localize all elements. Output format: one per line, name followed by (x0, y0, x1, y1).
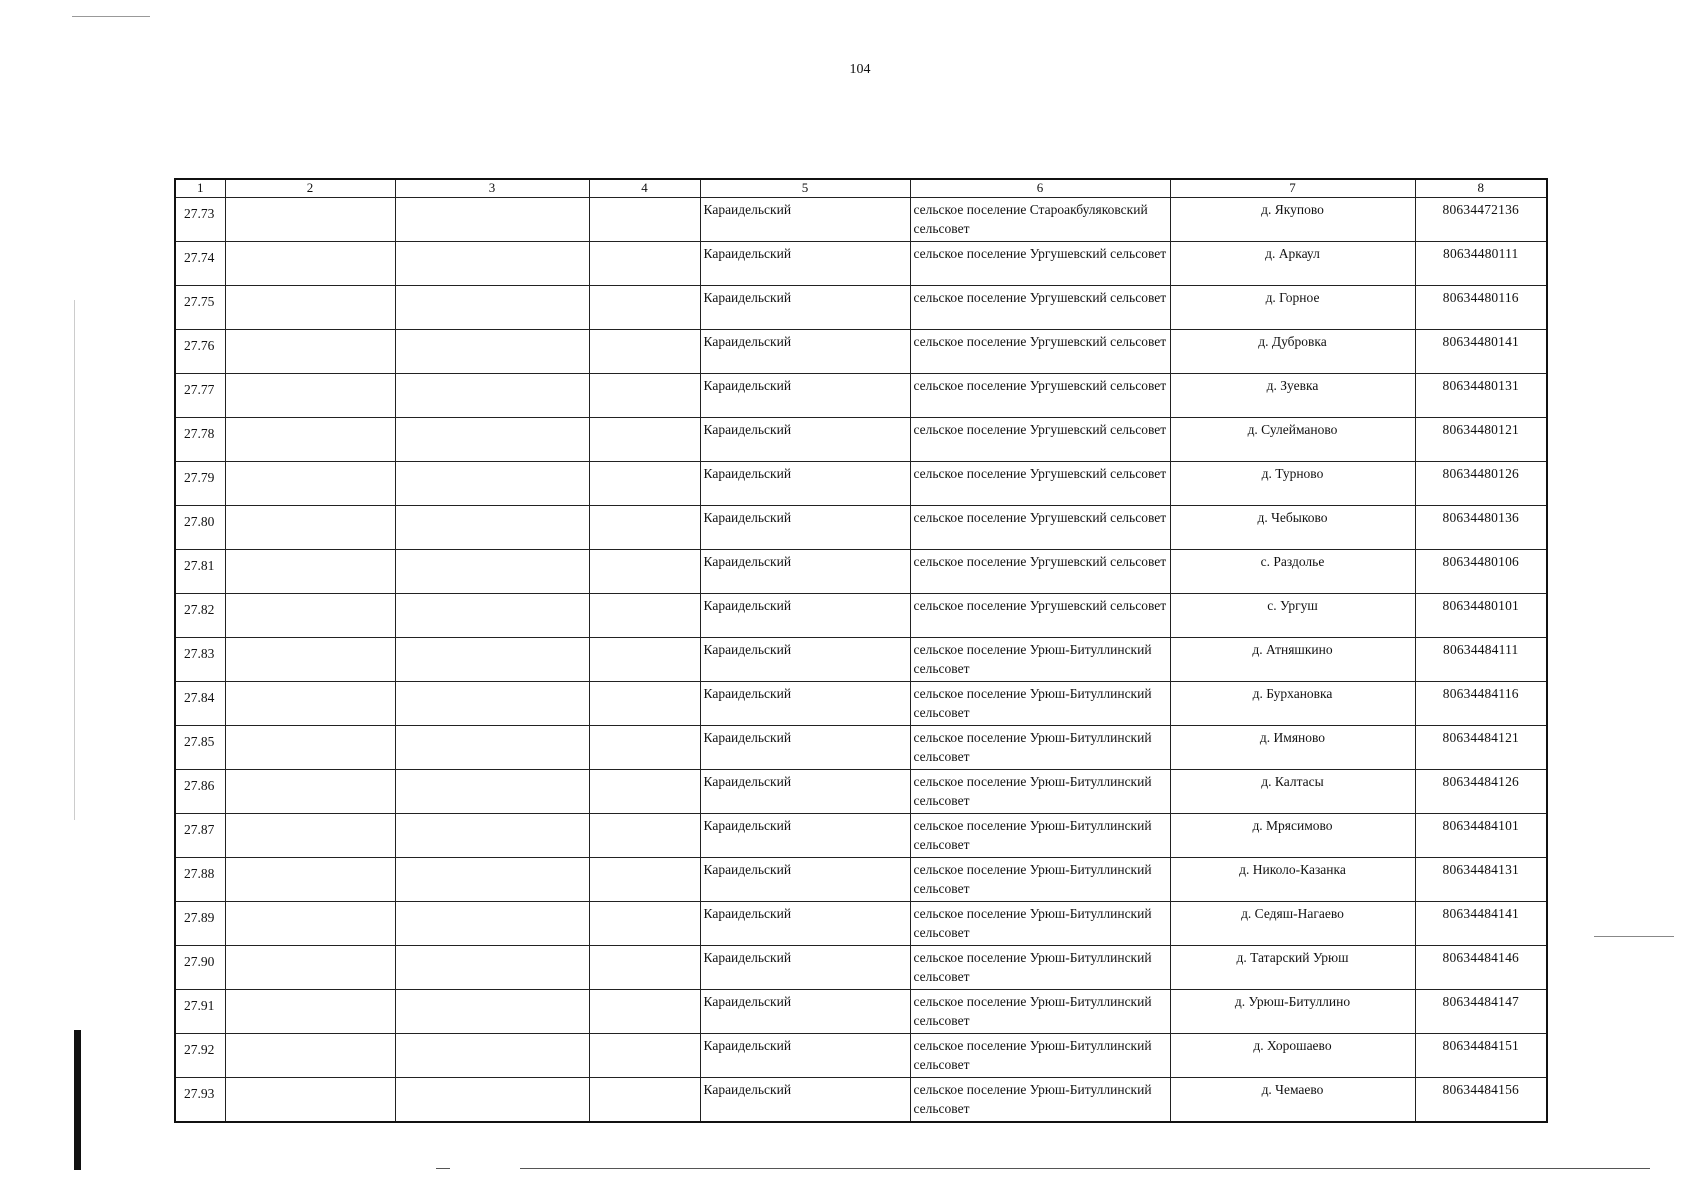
district-cell: Караидельский (700, 462, 910, 506)
column-4-cell (589, 990, 700, 1034)
table-header-row (175, 179, 1547, 198)
column-4-cell (589, 1034, 700, 1078)
settlement-cell: с. Раздолье (1170, 550, 1415, 594)
oktmo-code-cell: 80634480126 (1415, 462, 1547, 506)
table-row (175, 1078, 1547, 1123)
column-3-cell (395, 550, 589, 594)
municipality-cell: сельское поселение Ургушевский сельсовет (910, 330, 1170, 374)
column-3-cell (395, 990, 589, 1034)
district-cell: Караидельский (700, 550, 910, 594)
row-number-cell: 27.88 (175, 858, 225, 902)
table-row (175, 418, 1547, 462)
column-3-cell (395, 902, 589, 946)
municipality-cell: сельское поселение Урюш-Битуллинский сельсовет (910, 1034, 1170, 1078)
municipality-cell: сельское поселение Урюш-Битуллинский сельсовет (910, 858, 1170, 902)
oktmo-code-cell: 80634480106 (1415, 550, 1547, 594)
oktmo-code-cell: 80634484147 (1415, 990, 1547, 1034)
column-2-cell (225, 242, 395, 286)
municipality-cell: сельское поселение Урюш-Битуллинский сельсовет (910, 682, 1170, 726)
settlement-cell: д. Имяново (1170, 726, 1415, 770)
table-row (175, 902, 1547, 946)
district-cell: Караидельский (700, 946, 910, 990)
table-row (175, 594, 1547, 638)
column-4-cell (589, 902, 700, 946)
district-cell: Караидельский (700, 814, 910, 858)
column-header: 6 (910, 179, 1170, 198)
row-number-cell: 27.81 (175, 550, 225, 594)
row-number-cell: 27.87 (175, 814, 225, 858)
oktmo-code-cell: 80634480101 (1415, 594, 1547, 638)
table-row (175, 726, 1547, 770)
settlement-cell: д. Калтасы (1170, 770, 1415, 814)
district-cell: Караидельский (700, 990, 910, 1034)
settlement-cell: д. Чебыково (1170, 506, 1415, 550)
settlement-cell: с. Ургуш (1170, 594, 1415, 638)
column-4-cell (589, 242, 700, 286)
column-3-cell (395, 726, 589, 770)
column-2-cell (225, 462, 395, 506)
district-cell: Караидельский (700, 286, 910, 330)
column-4-cell (589, 198, 700, 242)
settlement-cell: д. Хорошаево (1170, 1034, 1415, 1078)
column-2-cell (225, 902, 395, 946)
column-4-cell (589, 726, 700, 770)
column-3-cell (395, 1078, 589, 1123)
column-4-cell (589, 374, 700, 418)
municipality-cell: сельское поселение Ургушевский сельсовет (910, 374, 1170, 418)
row-number-cell: 27.73 (175, 198, 225, 242)
scan-artifact-left-line (74, 300, 75, 820)
column-4-cell (589, 462, 700, 506)
column-2-cell (225, 682, 395, 726)
table-row (175, 198, 1547, 242)
column-2-cell (225, 814, 395, 858)
column-3-cell (395, 374, 589, 418)
column-4-cell (589, 638, 700, 682)
column-2-cell (225, 506, 395, 550)
column-3-cell (395, 286, 589, 330)
table-row (175, 506, 1547, 550)
table-row (175, 814, 1547, 858)
scan-artifact-bottom-line (520, 1168, 1650, 1169)
row-number-cell: 27.85 (175, 726, 225, 770)
table-row (175, 242, 1547, 286)
column-header: 1 (175, 179, 225, 198)
row-number-cell: 27.77 (175, 374, 225, 418)
row-number-cell: 27.91 (175, 990, 225, 1034)
oktmo-code-cell: 80634484126 (1415, 770, 1547, 814)
table-row (175, 1034, 1547, 1078)
row-number-cell: 27.79 (175, 462, 225, 506)
column-2-cell (225, 1078, 395, 1123)
municipality-cell: сельское поселение Ургушевский сельсовет (910, 594, 1170, 638)
row-number-cell: 27.82 (175, 594, 225, 638)
column-3-cell (395, 814, 589, 858)
column-3-cell (395, 1034, 589, 1078)
oktmo-code-cell: 80634480136 (1415, 506, 1547, 550)
row-number-cell: 27.86 (175, 770, 225, 814)
column-4-cell (589, 286, 700, 330)
municipality-cell: сельское поселение Урюш-Битуллинский сельсовет (910, 638, 1170, 682)
settlement-cell: д. Аркаул (1170, 242, 1415, 286)
municipality-cell: сельское поселение Ургушевский сельсовет (910, 286, 1170, 330)
district-cell: Караидельский (700, 902, 910, 946)
column-4-cell (589, 330, 700, 374)
settlement-cell: д. Атняшкино (1170, 638, 1415, 682)
table-row (175, 990, 1547, 1034)
table-row (175, 286, 1547, 330)
column-header: 2 (225, 179, 395, 198)
column-3-cell (395, 330, 589, 374)
municipality-cell: сельское поселение Урюш-Битуллинский сельсовет (910, 946, 1170, 990)
settlement-cell: д. Урюш-Битуллино (1170, 990, 1415, 1034)
column-4-cell (589, 418, 700, 462)
column-3-cell (395, 506, 589, 550)
table-row (175, 946, 1547, 990)
table-row (175, 858, 1547, 902)
register-table (174, 178, 1548, 1123)
table-row (175, 638, 1547, 682)
column-header: 7 (1170, 179, 1415, 198)
column-3-cell (395, 770, 589, 814)
column-3-cell (395, 638, 589, 682)
column-2-cell (225, 1034, 395, 1078)
column-4-cell (589, 682, 700, 726)
oktmo-code-cell: 80634472136 (1415, 198, 1547, 242)
column-4-cell (589, 946, 700, 990)
municipality-cell: сельское поселение Урюш-Битуллинский сельсовет (910, 1078, 1170, 1123)
settlement-cell: д. Якупово (1170, 198, 1415, 242)
municipality-cell: сельское поселение Ургушевский сельсовет (910, 506, 1170, 550)
settlement-cell: д. Седяш-Нагаево (1170, 902, 1415, 946)
oktmo-code-cell: 80634484141 (1415, 902, 1547, 946)
table-row (175, 770, 1547, 814)
municipality-cell: сельское поселение Урюш-Битуллинский сельсовет (910, 770, 1170, 814)
settlement-cell: д. Турново (1170, 462, 1415, 506)
row-number-cell: 27.76 (175, 330, 225, 374)
oktmo-code-cell: 80634484146 (1415, 946, 1547, 990)
column-3-cell (395, 682, 589, 726)
municipality-cell: сельское поселение Урюш-Битуллинский сельсовет (910, 902, 1170, 946)
oktmo-code-cell: 80634484116 (1415, 682, 1547, 726)
column-2-cell (225, 374, 395, 418)
district-cell: Караидельский (700, 726, 910, 770)
row-number-cell: 27.74 (175, 242, 225, 286)
oktmo-code-cell: 80634480116 (1415, 286, 1547, 330)
district-cell: Караидельский (700, 682, 910, 726)
settlement-cell: д. Чемаево (1170, 1078, 1415, 1123)
row-number-cell: 27.83 (175, 638, 225, 682)
column-4-cell (589, 550, 700, 594)
oktmo-code-cell: 80634480141 (1415, 330, 1547, 374)
column-3-cell (395, 198, 589, 242)
municipality-cell: сельское поселение Ургушевский сельсовет (910, 550, 1170, 594)
settlement-cell: д. Дубровка (1170, 330, 1415, 374)
municipality-cell: сельское поселение Урюш-Битуллинский сельсовет (910, 990, 1170, 1034)
settlement-cell: д. Мрясимово (1170, 814, 1415, 858)
column-2-cell (225, 286, 395, 330)
table-row (175, 550, 1547, 594)
settlement-cell: д. Горное (1170, 286, 1415, 330)
column-header: 8 (1415, 179, 1547, 198)
column-2-cell (225, 858, 395, 902)
district-cell: Караидельский (700, 770, 910, 814)
district-cell: Караидельский (700, 594, 910, 638)
column-2-cell (225, 550, 395, 594)
settlement-cell: д. Николо-Казанка (1170, 858, 1415, 902)
settlement-cell: д. Сулейманово (1170, 418, 1415, 462)
district-cell: Караидельский (700, 374, 910, 418)
column-3-cell (395, 242, 589, 286)
district-cell: Караидельский (700, 418, 910, 462)
municipality-cell: сельское поселение Урюш-Битуллинский сельсовет (910, 726, 1170, 770)
column-4-cell (589, 1078, 700, 1123)
row-number-cell: 27.89 (175, 902, 225, 946)
table-row (175, 462, 1547, 506)
district-cell: Караидельский (700, 198, 910, 242)
district-cell: Караидельский (700, 506, 910, 550)
row-number-cell: 27.93 (175, 1078, 225, 1123)
row-number-cell: 27.75 (175, 286, 225, 330)
oktmo-code-cell: 80634484101 (1415, 814, 1547, 858)
oktmo-code-cell: 80634484131 (1415, 858, 1547, 902)
scan-artifact-left-bar (74, 1030, 81, 1170)
column-3-cell (395, 594, 589, 638)
column-header: 4 (589, 179, 700, 198)
column-2-cell (225, 638, 395, 682)
row-number-cell: 27.80 (175, 506, 225, 550)
column-2-cell (225, 418, 395, 462)
table-row (175, 374, 1547, 418)
column-4-cell (589, 770, 700, 814)
page-number: 104 (849, 62, 871, 77)
oktmo-code-cell: 80634484121 (1415, 726, 1547, 770)
settlement-cell: д. Бурхановка (1170, 682, 1415, 726)
column-3-cell (395, 946, 589, 990)
table-row (175, 330, 1547, 374)
column-2-cell (225, 770, 395, 814)
oktmo-code-cell: 80634480111 (1415, 242, 1547, 286)
scan-artifact-right-line (1594, 936, 1674, 937)
column-2-cell (225, 726, 395, 770)
column-header: 5 (700, 179, 910, 198)
district-cell: Караидельский (700, 638, 910, 682)
row-number-cell: 27.90 (175, 946, 225, 990)
municipality-cell: сельское поселение Ургушевский сельсовет (910, 242, 1170, 286)
oktmo-code-cell: 80634484156 (1415, 1078, 1547, 1123)
column-2-cell (225, 198, 395, 242)
column-3-cell (395, 858, 589, 902)
oktmo-code-cell: 80634484151 (1415, 1034, 1547, 1078)
column-header: 3 (395, 179, 589, 198)
district-cell: Караидельский (700, 1034, 910, 1078)
scan-artifact-bottom-dash (436, 1168, 450, 1169)
row-number-cell: 27.84 (175, 682, 225, 726)
scan-artifact-top (72, 16, 150, 17)
municipality-cell: сельское поселение Ургушевский сельсовет (910, 462, 1170, 506)
column-2-cell (225, 990, 395, 1034)
column-2-cell (225, 594, 395, 638)
oktmo-code-cell: 80634480121 (1415, 418, 1547, 462)
column-2-cell (225, 330, 395, 374)
district-cell: Караидельский (700, 1078, 910, 1123)
column-4-cell (589, 594, 700, 638)
district-cell: Караидельский (700, 242, 910, 286)
municipality-cell: сельское поселение Староакбуляковский сельсовет (910, 198, 1170, 242)
column-2-cell (225, 946, 395, 990)
column-3-cell (395, 418, 589, 462)
column-4-cell (589, 506, 700, 550)
district-cell: Караидельский (700, 858, 910, 902)
oktmo-code-cell: 80634484111 (1415, 638, 1547, 682)
district-cell: Караидельский (700, 330, 910, 374)
settlement-cell: д. Зуевка (1170, 374, 1415, 418)
row-number-cell: 27.78 (175, 418, 225, 462)
oktmo-code-cell: 80634480131 (1415, 374, 1547, 418)
municipality-cell: сельское поселение Урюш-Битуллинский сельсовет (910, 814, 1170, 858)
column-4-cell (589, 814, 700, 858)
settlement-cell: д. Татарский Урюш (1170, 946, 1415, 990)
municipality-cell: сельское поселение Ургушевский сельсовет (910, 418, 1170, 462)
column-4-cell (589, 858, 700, 902)
row-number-cell: 27.92 (175, 1034, 225, 1078)
table-row (175, 682, 1547, 726)
column-3-cell (395, 462, 589, 506)
